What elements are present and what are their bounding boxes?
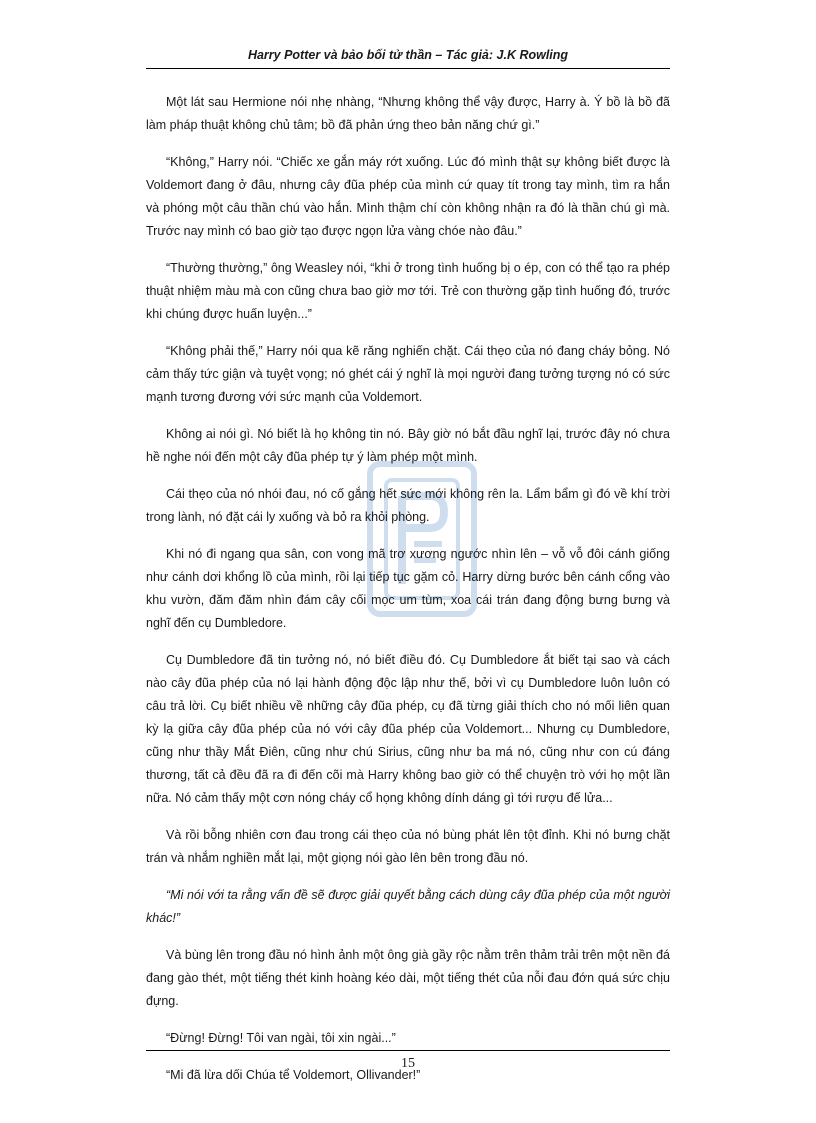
- chapter-body: [146, 91, 670, 1101]
- paragraph: “Không,” Harry nói. “Chiếc xe gắn máy rớt xuống. Lúc đó mình thật sự không biết được là Voldemort đang ở đâu, nhưng cây đũa phép của mình cứ quay tít trong tay mình, tìm ra hắn và phóng một câu thần chú vào hắn. Mình thậm chí còn không nhận ra đó là thần chú gì mà. Trước nay mình có bao giờ tạo được ngọn lửa vàng chóe nào đâu.”: [146, 155, 670, 238]
- footer-divider: [146, 1050, 670, 1051]
- running-header: Harry Potter và bảo bối tử thần – Tác giả: J.K Rowling: [146, 47, 670, 69]
- paragraph: Và rồi bỗng nhiên cơn đau trong cái thẹo của nó bùng phát lên tột đỉnh. Khi nó bưng chặt trán và nhắm nghiền mắt lại, một giọng nói gào lên bên trong đầu nó.: [146, 828, 670, 865]
- paragraph: Cụ Dumbledore đã tin tưởng nó, nó biết điều đó. Cụ Dumbledore ắt biết tại sao và cách nào cây đũa phép của nó lại hành động độc lập như thế, bởi vì cụ Dumbledore luôn luôn có câu trả lời. Cụ biết nhiều về những cây đũa phép, cụ đã từng giải thích cho nó mối liên quan kỳ lạ giữa cây đũa phép của nó với cây đũa phép của Voldemort... Nhưng cụ Dumbledore, cũng như thầy Mắt Điên, cũng như chú Sirius, cũng như ba má nó, cũng như con cú đáng thương, tất cả đều đã ra đi đến cõi mà Harry không bao giờ có thể chuyện trò với họ một lần nữa. Nó cảm thấy một cơn nóng cháy cổ họng không dính dáng gì tới rượu đế lửa...: [146, 653, 670, 805]
- paragraph: Cái thẹo của nó nhói đau, nó cố gắng hết sức mới không rên la. Lẩm bẩm gì đó về khí trời trong lành, nó đặt cái ly xuống và bỏ ra khỏi phòng.: [146, 487, 670, 524]
- page-number: 15: [401, 1056, 415, 1071]
- paragraph: Một lát sau Hermione nói nhẹ nhàng, “Nhưng không thể vậy được, Harry à. Ý bồ là bồ đã làm pháp thuật không chủ tâm; bồ đã phản ứng theo bản năng chứ gì.”: [146, 95, 670, 132]
- paragraph: Không ai nói gì. Nó biết là họ không tin nó. Bây giờ nó bắt đầu nghĩ lại, trước đây nó chưa hề nghe nói đến một cây đũa phép tự ý làm phép một mình.: [146, 427, 670, 464]
- italic-paragraph: “Mi nói với ta rằng vấn đề sẽ được giải quyết bằng cách dùng cây đũa phép của một người khác!”: [146, 888, 670, 925]
- paragraph: “Mi đã lừa dối Chúa tể Voldemort, Ollivander!”: [166, 1068, 421, 1082]
- paragraph: Khi nó đi ngang qua sân, con vong mã trơ xương ngước nhìn lên – vỗ vỗ đôi cánh giống như cánh dơi khổng lồ của mình, rồi lại tiếp tục gặm cỏ. Harry dừng bước bên cánh cổng vào khu vườn, đăm đăm nhìn đám cây cối mọc um tùm, xoa cái trán đang động bưng bưng và nghĩ đến cụ Dumbledore.: [146, 547, 670, 630]
- paragraph: “Không phải thế,” Harry nói qua kẽ răng nghiến chặt. Cái thẹo của nó đang cháy bỏng. Nó cảm thấy tức giận và tuyệt vọng; nó ghét cái ý nghĩ là mọi người đang tưởng tượng nó có sức mạnh tương đương với sức mạnh của Voldemort.: [146, 344, 670, 404]
- paragraph: “Đừng! Đừng! Tôi van ngài, tôi xin ngài...”: [166, 1031, 396, 1045]
- paragraph: Và bùng lên trong đầu nó hình ảnh một ông già gầy rộc nằm trên thảm trải trên một nền đá đang gào thét, một tiếng thét kinh hoàng kéo dài, một tiếng thét của nỗi đau đớn quá sức chịu đựng.: [146, 948, 670, 1008]
- paragraph: “Thường thường,” ông Weasley nói, “khi ở trong tình huống bị o ép, con có thể tạo ra phép thuật nhiệm màu mà con cũng chưa bao giờ mơ tới. Trẻ con thường gặp tình huống đó, trước khi chúng được huấn luyện...”: [146, 261, 670, 321]
